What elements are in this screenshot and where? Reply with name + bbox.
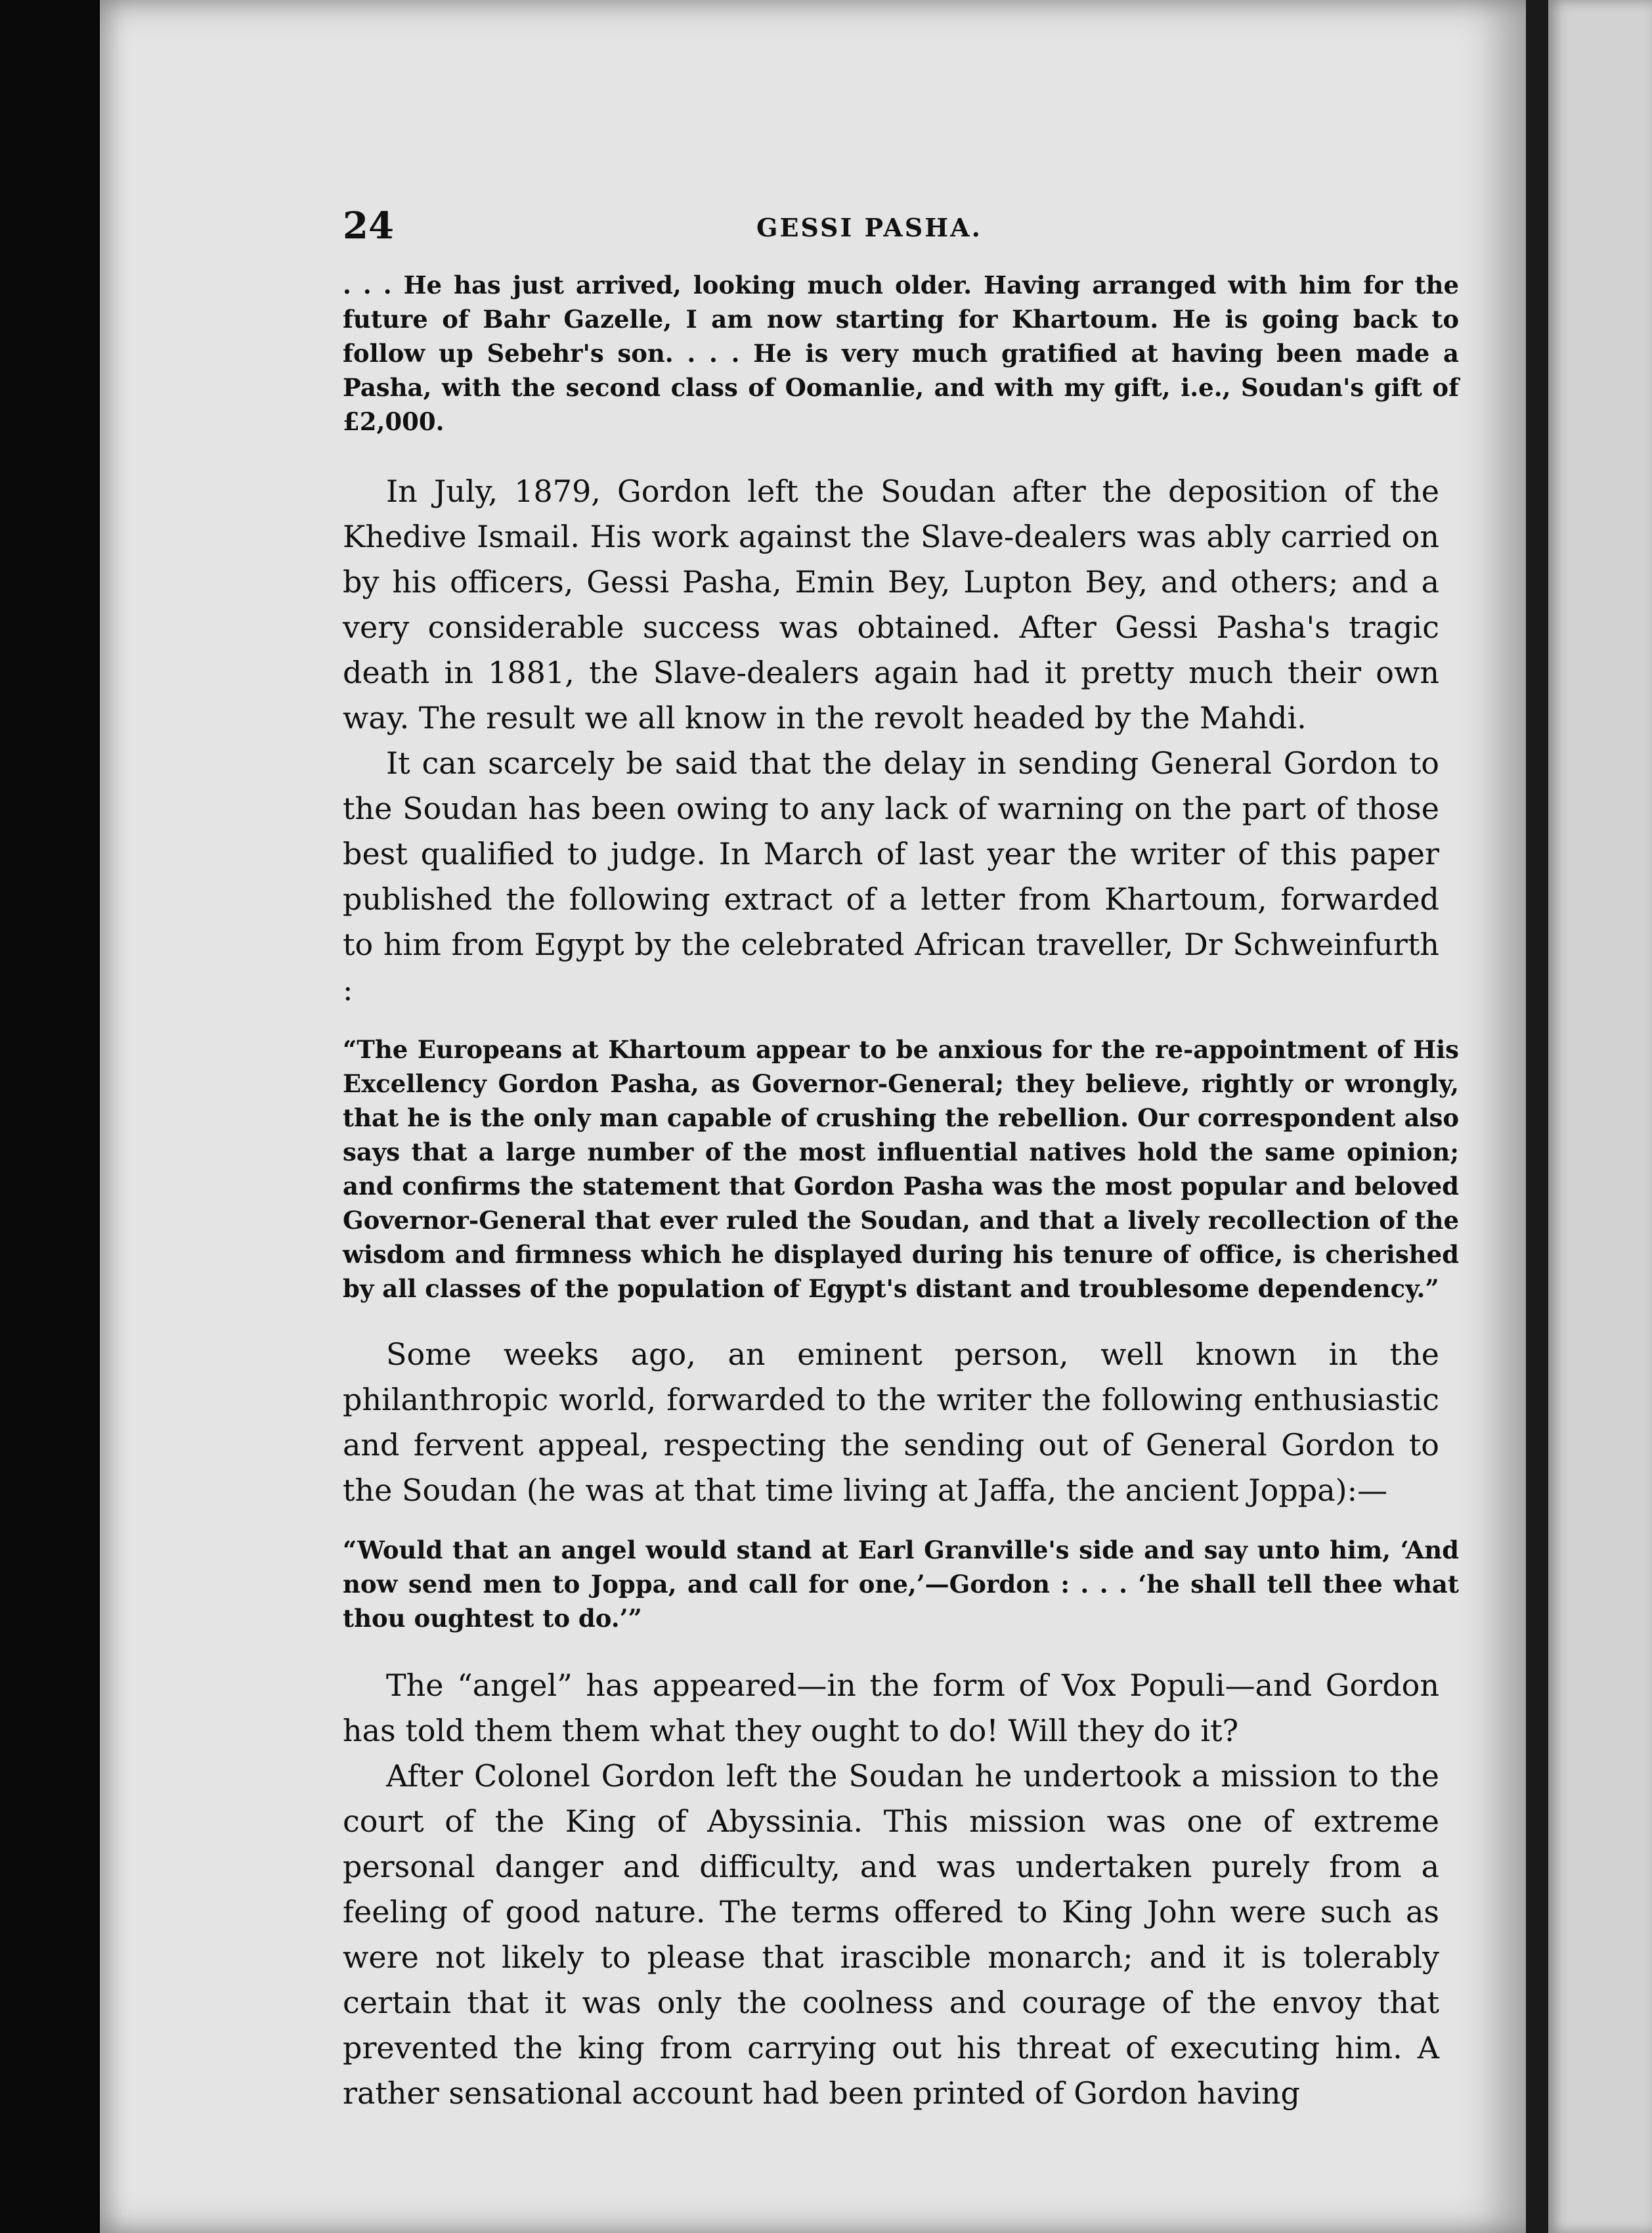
paragraph-vox-populi: The “angel” has appeared—in the form of Vox Populi—and Gordon has told them them what they ought to do! Will they do it? xyxy=(343,1668,1439,1748)
paragraph-delay-warning: It can scarcely be said that the delay in sending General Gordon to the Soudan has been owing to any lack of warning on the part of those best qualified to judge. In March of last year the writer of this paper published the following extract of a letter from Khartoum, forwarded to him from Egypt by the celebrated African traveller, Dr Schweinfurth : xyxy=(343,745,1439,1007)
running-title: GESSI PASHA. xyxy=(756,213,982,242)
angel-appeal-quote: “Would that an angel would stand at Earl Granville's side and say unto him, ‘And now send men to Joppa, and call for one,’—Gordon : . . . ‘he shall tell thee what thou oughtest to do.’” xyxy=(343,1536,1459,1633)
facing-page-edge xyxy=(1548,0,1652,2233)
paragraph-gordon-left-soudan: In July, 1879, Gordon left the Soudan after the deposition of the Khedive Ismail. His work against the Slave-dealers was ably carried on by his officers, Gessi Pasha, Emin Bey, Lupton Bey, and others; and a very considerable success was obtained. After Gessi Pasha's tragic death in 1881, the Slave-dealers again had it pretty much their own way. The result we all know in the revolt headed by the Mahdi. xyxy=(343,474,1439,736)
page-number: 24 xyxy=(343,204,394,248)
paragraph-eminent-person: Some weeks ago, an eminent person, well known in the philanthropic world, forwarded to the writer the following enthusiastic and fervent appeal, respecting the sending out of General Gordon to the Soudan (he was at that time living at Jaffa, the ancient Joppa):— xyxy=(343,1337,1439,1508)
scan-border xyxy=(0,0,98,2233)
paragraph-abyssinia-mission: After Colonel Gordon left the Soudan he undertook a mission to the court of the King of Abyssinia. This mission was one of extreme personal danger and difficulty, and was undertaken purely from a feeling of good nature. The terms offered to King John were such as were not likely to please that irascible monarch; and it is tolerably certain that it was only the coolness and courage of the envoy that prevented the king from carrying out his threat of executing him. A rather sensational account had been printed of Gordon having xyxy=(343,1758,1439,2111)
letter-extract: . . . He has just arrived, looking much older. Having arranged with him for the future of Bahr Gazelle, I am now starting for Khartoum. He is going back to follow up Sebehr's son. . . . He is very much gratified at having been made a Pasha, with the second class of Oomanlie, and with my gift, i.e., Soudan's gift of £2,000. xyxy=(343,271,1459,436)
page-header xyxy=(244,197,1426,256)
khartoum-letter-quote: “The Europeans at Khartoum appear to be anxious for the re-appointment of His Excellency Gordon Pasha, as Governor-General; they believe, rightly or wrongly, that he is the only man capable of crushing the rebellion. Our correspondent also says that a large number of the most influential natives hold the same opinion; and confirms the statement that Gordon Pasha was the most popular and beloved Governor-General that ever ruled the Soudan, and that a lively recollection of the wisdom and firmness which he displayed during his tenure of office, is cherished by all classes of the population of Egypt's distant and troublesome dependency.” xyxy=(343,1035,1459,1303)
book-spine-shadow xyxy=(1526,0,1548,2233)
page-text xyxy=(244,197,1459,2116)
